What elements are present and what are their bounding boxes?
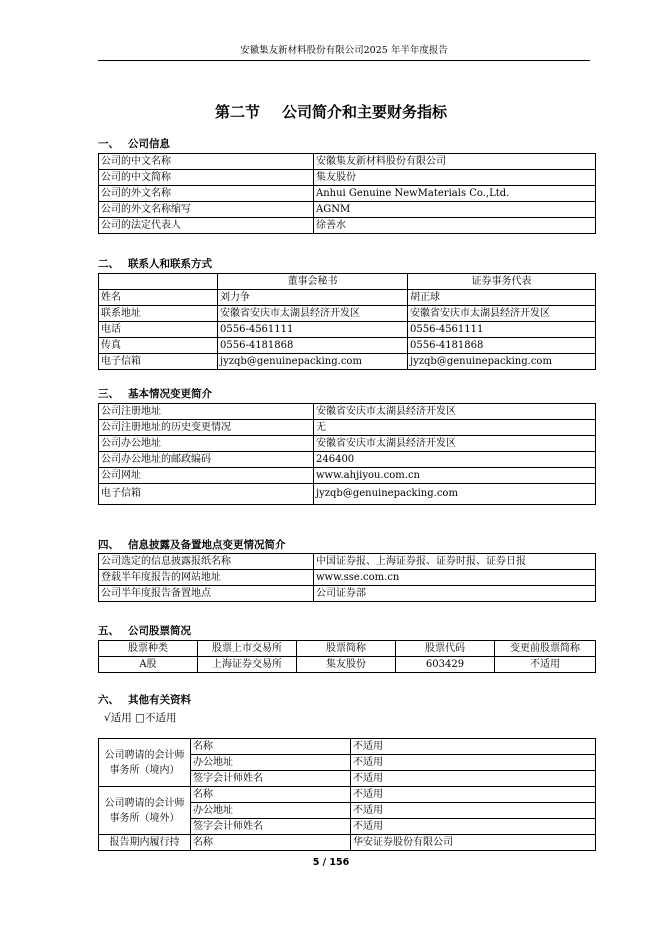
table-cell: jyzqb@genuinepacking.com xyxy=(408,354,596,370)
table-cell: 名称 xyxy=(191,835,351,851)
table-cell: 公司证券部 xyxy=(314,586,596,602)
domestic-accounting-firm-label: 公司聘请的会计师事务所（境内） xyxy=(99,739,191,787)
table-cell: Anhui Genuine NewMaterials Co.,Ltd. xyxy=(314,186,596,202)
table-row xyxy=(99,186,596,202)
table-cell: 603429 xyxy=(396,657,495,673)
disclosure-table xyxy=(98,553,596,602)
table-cell: 变更前股票简称 xyxy=(495,641,596,657)
heading-disclosure xyxy=(98,537,286,552)
heading-part: 基本情况变更简介 xyxy=(128,388,212,400)
table-cell: 登载半年度报告的网站地址 xyxy=(99,570,314,586)
table-row xyxy=(99,404,596,420)
page-number: 5 / 156 xyxy=(312,857,350,868)
table-cell: 不适用 xyxy=(351,755,596,771)
table-cell: 不适用 xyxy=(351,803,596,819)
heading-part: 五、 xyxy=(98,625,119,637)
table-cell: 名称 xyxy=(191,739,351,755)
table-row xyxy=(99,154,596,170)
table-cell: www.ahjiyou.com.cn xyxy=(314,468,596,484)
contacts-table xyxy=(98,273,596,370)
heading-contacts xyxy=(98,256,212,271)
table-cell: 公司注册地址 xyxy=(99,404,314,420)
section-title-text: 公司简介和主要财务指标 xyxy=(282,103,448,121)
table-row xyxy=(99,354,596,370)
table-cell: 不适用 xyxy=(495,657,596,673)
table-cell: 电子信箱 xyxy=(99,354,218,370)
table-cell: A股 xyxy=(99,657,198,673)
header-rule xyxy=(98,60,590,61)
table-cell: jyzqb@genuinepacking.com xyxy=(218,354,408,370)
table-cell: 不适用 xyxy=(351,787,596,803)
heading-part: 四、 xyxy=(98,539,119,551)
table-row xyxy=(99,452,596,468)
basic-changes-table xyxy=(98,403,596,505)
table-cell: 签字会计师姓名 xyxy=(191,819,351,835)
table-row xyxy=(99,322,596,338)
table-cell: 公司办公地址 xyxy=(99,436,314,452)
table-cell: 集友股份 xyxy=(297,657,396,673)
table-cell: jyzqb@genuinepacking.com xyxy=(314,484,596,505)
table-cell: 上海证券交易所 xyxy=(198,657,297,673)
table-cell: AGNM xyxy=(314,202,596,218)
table-row xyxy=(99,338,596,354)
table-row xyxy=(99,570,596,586)
table-cell: 公司的外文名称 xyxy=(99,186,314,202)
sponsor-label: 报告期内履行持 xyxy=(99,835,191,851)
table-cell: 公司选定的信息披露报纸名称 xyxy=(99,554,314,570)
table-cell: 华安证券股份有限公司 xyxy=(351,835,596,851)
table-cell: 安徽集友新材料股份有限公司 xyxy=(314,154,596,170)
stock-table xyxy=(98,640,596,673)
table-cell: 公司的外文名称缩写 xyxy=(99,202,314,218)
overseas-accounting-firm-label: 公司聘请的会计师事务所（境外） xyxy=(99,787,191,835)
heading-stock xyxy=(98,623,191,638)
heading-part: 二、 xyxy=(98,258,119,270)
table-cell: 胡正球 xyxy=(408,290,596,306)
table-cell: 公司半年度报告备置地点 xyxy=(99,586,314,602)
table-row xyxy=(99,170,596,186)
table-row xyxy=(99,290,596,306)
table-cell: 无 xyxy=(314,420,596,436)
heading-company-info xyxy=(98,136,170,151)
company-info-table xyxy=(98,153,596,234)
table-cell: 公司办公地址的邮政编码 xyxy=(99,452,314,468)
table-cell: 不适用 xyxy=(351,739,596,755)
table-cell: 办公地址 xyxy=(191,803,351,819)
table-cell: 0556-4181868 xyxy=(408,338,596,354)
table-cell: 证券事务代表 xyxy=(408,274,596,290)
table-cell: 安徽省安庆市太湖县经济开发区 xyxy=(218,306,408,322)
table-cell: 集友股份 xyxy=(314,170,596,186)
heading-part: 六、 xyxy=(98,694,119,706)
table-header-row xyxy=(99,274,596,290)
table-row xyxy=(99,306,596,322)
table-row xyxy=(99,787,596,803)
table-cell: 姓名 xyxy=(99,290,218,306)
table-row xyxy=(99,468,596,484)
table-row xyxy=(99,436,596,452)
table-row xyxy=(99,835,596,851)
section-number: 第二节 xyxy=(214,103,260,121)
table-row xyxy=(99,554,596,570)
table-cell: 不适用 xyxy=(351,819,596,835)
running-header: 安徽集友新材料股份有限公司2025 年半年度报告 xyxy=(240,45,448,56)
table-row xyxy=(99,657,596,673)
table-cell: 公司的中文名称 xyxy=(99,154,314,170)
table-row xyxy=(99,218,596,234)
table-cell: 公司网址 xyxy=(99,468,314,484)
table-cell: 股票简称 xyxy=(297,641,396,657)
table-row xyxy=(99,484,596,505)
table-row xyxy=(99,420,596,436)
table-cell: 安徽省安庆市太湖县经济开发区 xyxy=(314,436,596,452)
heading-part: 三、 xyxy=(98,388,119,400)
table-cell: 刘力争 xyxy=(218,290,408,306)
table-cell: 246400 xyxy=(314,452,596,468)
table-row xyxy=(99,586,596,602)
table-cell: 股票种类 xyxy=(99,641,198,657)
table-cell: 安徽省安庆市太湖县经济开发区 xyxy=(314,404,596,420)
table-cell: 公司的中文简称 xyxy=(99,170,314,186)
applicability-checkbox: √适用 □不适用 xyxy=(104,712,177,724)
table-cell: 名称 xyxy=(191,787,351,803)
table-cell: 徐善水 xyxy=(314,218,596,234)
table-row xyxy=(99,202,596,218)
table-cell: 股票代码 xyxy=(396,641,495,657)
section-title xyxy=(0,101,662,122)
heading-basic-changes xyxy=(98,386,212,401)
table-cell: 0556-4561111 xyxy=(218,322,408,338)
heading-part: 公司信息 xyxy=(128,138,170,150)
heading-part: 公司股票简况 xyxy=(128,625,191,637)
table-cell: 股票上市交易所 xyxy=(198,641,297,657)
table-cell: 公司的法定代表人 xyxy=(99,218,314,234)
table-cell: 0556-4561111 xyxy=(408,322,596,338)
table-cell: 公司注册地址的历史变更情况 xyxy=(99,420,314,436)
table-cell: 签字会计师姓名 xyxy=(191,771,351,787)
table-cell: 电话 xyxy=(99,322,218,338)
heading-part: 一、 xyxy=(98,138,119,150)
heading-part: 信息披露及备置地点变更情况简介 xyxy=(128,539,286,551)
other-info-table xyxy=(98,738,596,851)
table-cell: 安徽省安庆市太湖县经济开发区 xyxy=(408,306,596,322)
heading-part: 其他有关资料 xyxy=(128,694,191,706)
table-cell: 传真 xyxy=(99,338,218,354)
table-cell xyxy=(99,274,218,290)
table-header-row xyxy=(99,641,596,657)
table-cell: 办公地址 xyxy=(191,755,351,771)
table-cell: 电子信箱 xyxy=(99,484,314,505)
heading-other-info xyxy=(98,692,191,707)
table-cell: 0556-4181868 xyxy=(218,338,408,354)
table-cell: 董事会秘书 xyxy=(218,274,408,290)
table-cell: www.sse.com.cn xyxy=(314,570,596,586)
table-cell: 不适用 xyxy=(351,771,596,787)
heading-part: 联系人和联系方式 xyxy=(128,258,212,270)
table-row xyxy=(99,739,596,755)
table-cell: 中国证券报、上海证券报、证券时报、证券日报 xyxy=(314,554,596,570)
table-cell: 联系地址 xyxy=(99,306,218,322)
